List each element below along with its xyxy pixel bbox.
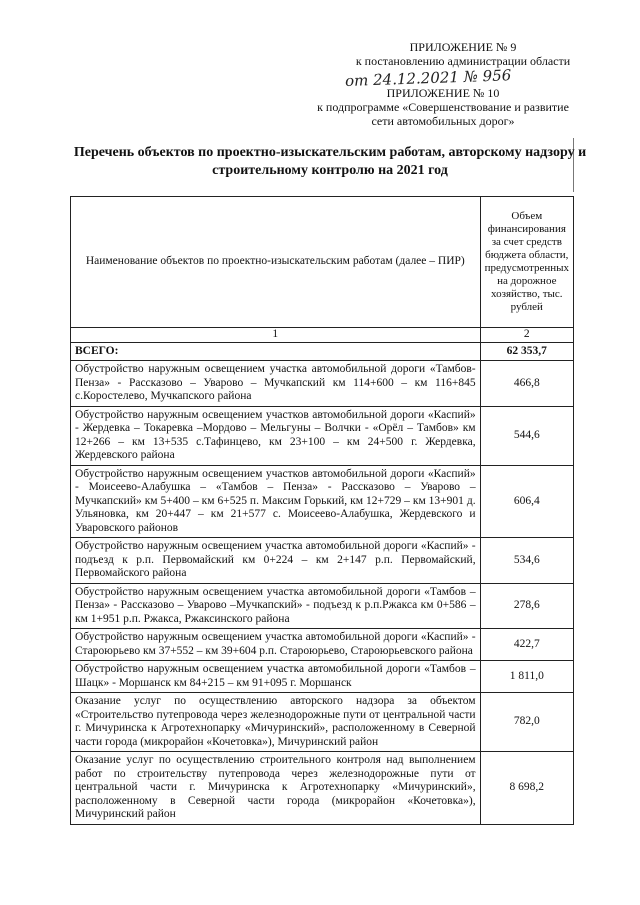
object-name-cell: Обустройство наружным освещением участка автомобильной дороги «Каспий» - подъезд к р.п. Первомайский км 0+224 – км 2+147 р.п. Первомайский, Первомайского района bbox=[71, 538, 481, 584]
document-title: Перечень объектов по проектно-изыскательским работам, авторскому надзору и строительному контролю на 2021 год bbox=[73, 145, 587, 178]
funding-value-cell: 606,4 bbox=[480, 465, 573, 538]
column-number-row bbox=[71, 328, 574, 343]
appendix-9-label: ПРИЛОЖЕНИЕ № 9 bbox=[409, 40, 517, 54]
funding-value-cell: 278,6 bbox=[480, 583, 573, 629]
table-header-row bbox=[71, 197, 574, 328]
funding-value-cell: 782,0 bbox=[480, 693, 573, 752]
object-name-cell: Обустройство наружным освещением участков автомобильной дороги «Каспий» - Жердевка – Токаревка –Мордово – Мельгуны – Волчки - «Орёл – Тамбов» км 12+266 – км 13+535 с.Тафинцево, км 23+100 – км 24+500 г. Жердевка, Жердевского района bbox=[71, 406, 481, 465]
funding-value-cell: 8 698,2 bbox=[480, 752, 573, 825]
object-name-cell: Оказание услуг по осуществлению строительного контроля над выполнением работ по строительству путепровода через железнодорожные пути от центральной части г. Мичуринска к Агротехнопарку «Мичуринский», расположенному в Северной части города (микрорайон «Кочетовка»), Мичуринский район bbox=[71, 752, 481, 825]
column-header-funding: Объем финансирования за счет средств бюджета области, предусмотренных на дорожное хозяйство, тыс. рублей bbox=[480, 197, 573, 328]
table-row bbox=[71, 583, 574, 629]
column-number-1: 1 bbox=[71, 328, 481, 343]
funding-value-cell: 1 811,0 bbox=[480, 661, 573, 693]
table-row bbox=[71, 693, 574, 752]
object-name-cell: Обустройство наружным освещением участка автомобильной дороги «Тамбов – Пенза» - Рассказово – Уварово –Мучкапский» - подъезд к р.п.Ржакса км 0+586 – км 1+951 р.п. Ржакса, Ржаксинского района bbox=[71, 583, 481, 629]
object-name-cell: Оказание услуг по осуществлению авторского надзора за объектом «Строительство путепровода через железнодорожные пути от центральной части г. Мичуринска к Агротехнопарку «Мичуринский», расположенному в Северной части города (микрорайон «Кочетовка»), Мичуринский район bbox=[71, 693, 481, 752]
subprogram-header bbox=[298, 86, 588, 128]
object-name-cell: Обустройство наружным освещением участков автомобильной дороги «Каспий» - Моисеево-Алабушка – «Тамбов – Пенза» - Рассказово – Уварово – Мучкапский» км 5+400 – км 6+525 п. Максим Горький, км 12+729 – км 13+901 д. Ульяновка, км 20+447 – км 21+577 с. Моисеево-Алабушка, Жердевского и Уваровского районов bbox=[71, 465, 481, 538]
funding-value-cell: 422,7 bbox=[480, 629, 573, 661]
object-name-cell: Обустройство наружным освещением участка автомобильной дороги «Каспий» - Староюрьево км 37+552 – км 39+604 р.п. Староюрьево, Староюрьевского района bbox=[71, 629, 481, 661]
table-row bbox=[71, 629, 574, 661]
appendix-header bbox=[338, 40, 588, 68]
object-name-cell: Обустройство наружным освещением участка автомобильной дороги «Тамбов-Пенза» - Рассказово – Уварово – Мучкапский км 114+600 – км 116+845 с.Коростелево, Мучкапского района bbox=[71, 361, 481, 407]
table-row bbox=[71, 538, 574, 584]
subprogram-reference-line2: сети автомобильных дорог» bbox=[371, 114, 515, 128]
objects-table bbox=[70, 196, 574, 825]
table-row bbox=[71, 752, 574, 825]
resolution-reference: к постановлению администрации области bbox=[355, 54, 571, 68]
funding-value-cell: 534,6 bbox=[480, 538, 573, 584]
table-row bbox=[71, 661, 574, 693]
column-number-2: 2 bbox=[480, 328, 573, 343]
total-label: ВСЕГО: bbox=[71, 342, 481, 361]
handwritten-date: от 24.12.2021 № 956 bbox=[344, 66, 512, 91]
table-row bbox=[71, 465, 574, 538]
subprogram-reference-line1: к подпрограмме «Совершенствование и развитие bbox=[317, 100, 569, 114]
total-row bbox=[71, 342, 574, 361]
total-value: 62 353,7 bbox=[480, 342, 573, 361]
table-row bbox=[71, 361, 574, 407]
column-header-name: Наименование объектов по проектно-изыскательским работам (далее – ПИР) bbox=[71, 197, 481, 328]
table-row bbox=[71, 406, 574, 465]
funding-value-cell: 466,8 bbox=[480, 361, 573, 407]
funding-value-cell: 544,6 bbox=[480, 406, 573, 465]
appendix-10-label: ПРИЛОЖЕНИЕ № 10 bbox=[386, 86, 500, 100]
object-name-cell: Обустройство наружным освещением участка автомобильной дороги «Тамбов – Шацк» - Моршанск км 84+215 – км 91+095 г. Моршанск bbox=[71, 661, 481, 693]
